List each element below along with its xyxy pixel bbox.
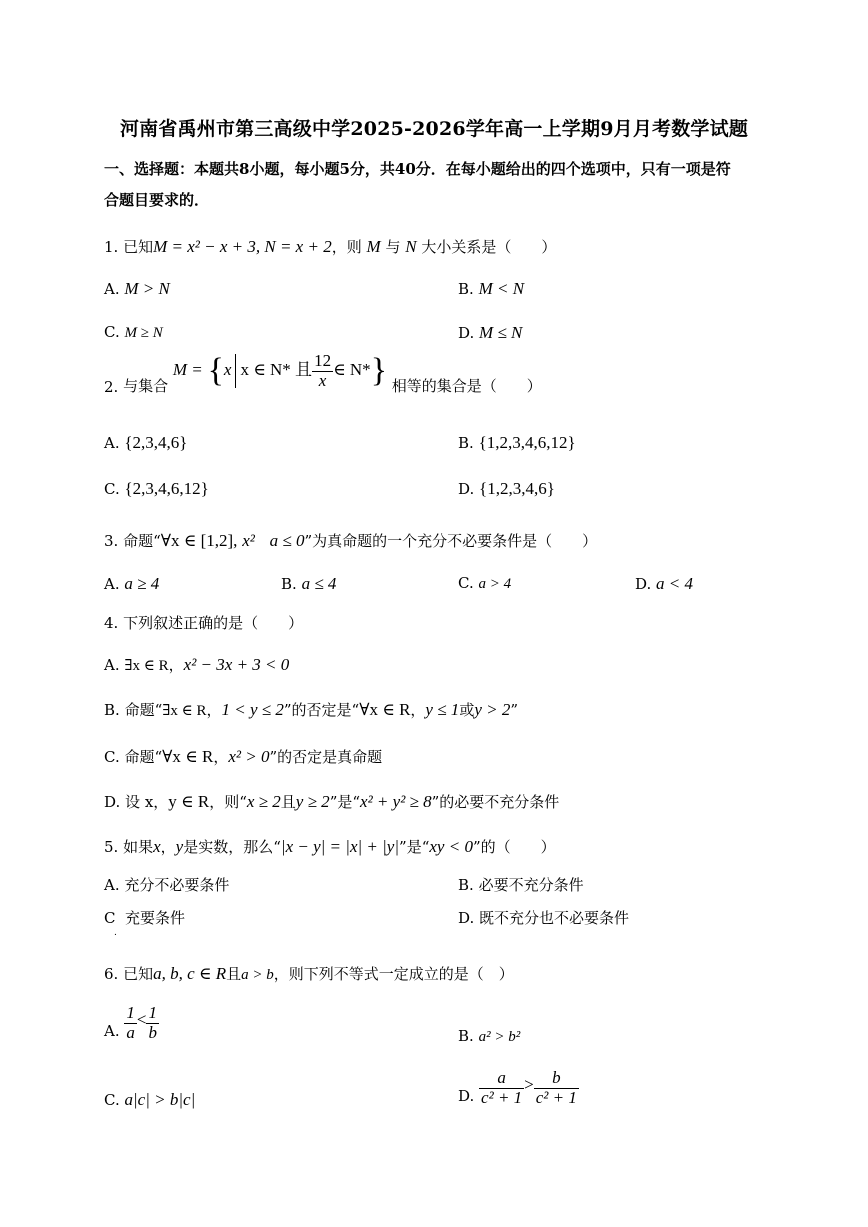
q5-option-d: D. 既不充分也不必要条件 bbox=[458, 909, 630, 927]
q6-option-d: D. $\frac{a}{\text{c² + 1}}$ > $\frac{b}{\text{c² + 1}}$ bbox=[458, 1068, 577, 1107]
stray-mark: . bbox=[114, 928, 117, 938]
q4-option-d: D. 设 x，y ∈ R，则“x ≥ 2且y ≥ 2”是“x² + y² ≥ 8”的必要不充分条件 bbox=[104, 792, 560, 811]
question-4-stem: 4. 下列叙述正确的是（ ） bbox=[104, 614, 304, 632]
question-5-stem: 5. 如果x，y是实数，那么“|x − y| = |x| + |y|”是“xy < 0”的（ ） bbox=[104, 837, 556, 856]
section-heading-line1: 一、选择题：本题共8小题，每小题5分，共40分．在每小题给出的四个选项中，只有一项是符 bbox=[104, 160, 731, 178]
set-m-expression: M = {x x ∈ N* 且 $\frac{12}{x}$ ∈ N*} bbox=[172, 351, 388, 390]
q5-option-a: A. 充分不必要条件 bbox=[104, 876, 230, 894]
q1-option-c: C. M ≥ N bbox=[104, 323, 163, 341]
question-3-stem: 3. 命题“∀x ∈ [1,2], x² a ≤ 0”为真命题的一个充分不必要条件是（ ） bbox=[104, 531, 598, 550]
question-2-stem: 2. 与集合 M = {x x ∈ N* 且 $\frac{12}{x}$ ∈ N*} 相等的集合是（ ） bbox=[104, 351, 542, 397]
q3-option-a: A. a ≥ 4 bbox=[104, 574, 160, 593]
q2-option-a: A. {2,3,4,6} bbox=[104, 433, 188, 452]
q4-option-b: B. 命题“∃x ∈ R，1 < y ≤ 2”的否定是“∀x ∈ R，y ≤ 1或y > 2” bbox=[104, 700, 519, 719]
page-title: 河南省禹州市第三高级中学2025-2026学年高一上学期9月月考数学试题 bbox=[119, 118, 749, 140]
q6-option-a: A. $\frac{1}{a}$ < $\frac{1}{b}$ bbox=[104, 1003, 157, 1042]
q4-option-c: C. 命题“∀x ∈ R，x² > 0”的否定是真命题 bbox=[104, 747, 383, 766]
q4-option-a: A. ∃x ∈ R，x² − 3x + 3 < 0 bbox=[104, 655, 290, 674]
question-1-stem: 1. 已知M = x² − x + 3, N = x + 2，则 M 与 N 大小关系是（ ） bbox=[104, 237, 557, 256]
q2-option-c: C. {2,3,4,6,12} bbox=[104, 479, 209, 498]
q5-option-b: B. 必要不充分条件 bbox=[458, 876, 584, 894]
q1-option-b: B. M < N bbox=[458, 279, 525, 298]
section-heading-line2: 合题目要求的． bbox=[104, 191, 210, 209]
q5-option-c: C 充要条件 bbox=[104, 909, 186, 927]
q3-option-d: D. a < 4 bbox=[635, 574, 694, 593]
q2-option-d: D. {1,2,3,4,6} bbox=[458, 479, 555, 498]
q1-option-a: A. M > N bbox=[104, 279, 170, 298]
question-6-stem: 6. 已知a, b, c ∈ R且a > b，则下列不等式一定成立的是（ ） bbox=[104, 964, 514, 983]
q2-option-b: B. {1,2,3,4,6,12} bbox=[458, 433, 576, 452]
fraction-12-over-x: $\frac{12}{x}$ bbox=[314, 351, 332, 390]
q3-option-c: C. a > 4 bbox=[458, 574, 512, 592]
q1-option-d: D. M ≤ N bbox=[458, 323, 523, 342]
q3-option-b: B. a ≤ 4 bbox=[281, 574, 337, 593]
q6-option-c: C. a|c| > b|c| bbox=[104, 1090, 196, 1109]
q6-option-b: B. a² > b² bbox=[458, 1027, 521, 1045]
